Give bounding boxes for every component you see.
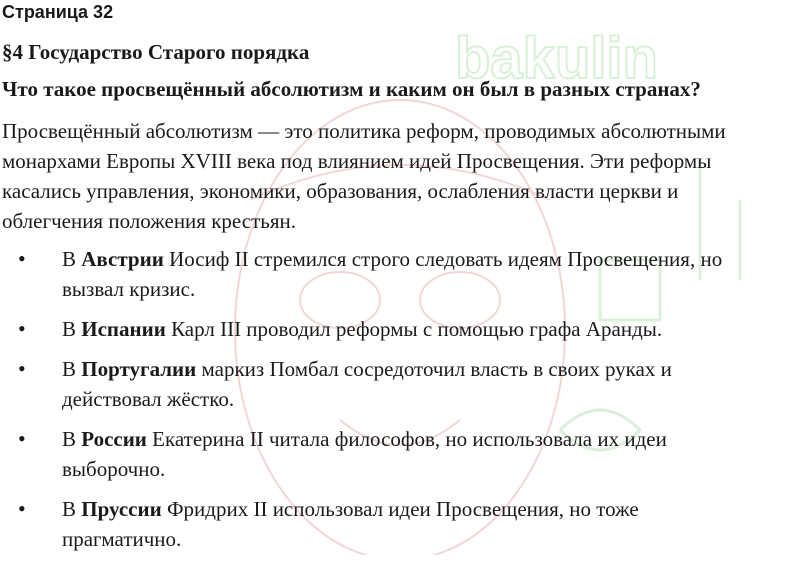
list-item-prefix: В (62, 497, 82, 521)
country-list (0, 244, 800, 564)
country-name: Португалии (81, 357, 197, 381)
list-item-prefix: В (62, 357, 82, 381)
intro-line: Просвещённый абсолютизм — это политика реформ, проводимых абсолютными (2, 119, 726, 143)
list-item-line (62, 494, 800, 524)
list-item-line: вызвал кризис. (62, 277, 196, 301)
bullet-icon: • (18, 316, 26, 341)
bullet-icon: • (18, 246, 26, 271)
intro-line: облегчения положения крестьян. (2, 209, 296, 233)
list-item-line: прагматично. (62, 527, 182, 551)
list-item (0, 354, 800, 414)
page-number-label: Страница 32 (2, 2, 114, 22)
country-name: Австрии (81, 247, 164, 271)
country-name: Пруссии (81, 497, 162, 521)
bullet-icon: • (18, 426, 26, 451)
list-item (0, 314, 800, 344)
list-item-text: Карл III проводил реформы с помощью графа Аранды. (165, 317, 663, 341)
list-item-line: выборочно. (62, 457, 166, 481)
list-item-text: Иосиф II стремился строго следовать идеям Просвещения, но (163, 247, 723, 271)
list-item-text: маркиз Помбал сосредоточил власть в своих руках и (196, 357, 672, 381)
section-title: §4 Государство Старого порядка (2, 40, 310, 64)
bullet-icon: • (18, 496, 26, 521)
intro-line: монархами Европы XVIII века под влиянием идей Просвещения. Эти реформы (2, 149, 712, 173)
list-item-text: Екатерина II читала философов, но использовала их идеи (146, 427, 667, 451)
country-name: Испании (81, 317, 166, 341)
bullet-icon: • (18, 356, 26, 381)
intro-line: касались управления, экономики, образования, ослабления власти церкви и (2, 179, 679, 203)
list-item-text: Фридрих II использовал идеи Просвещения, но тоже (161, 497, 639, 521)
list-item-line: действовал жёстко. (62, 387, 235, 411)
country-name: России (81, 427, 147, 451)
list-item (0, 244, 800, 304)
watermark-text: bakulin (455, 26, 659, 91)
intro-paragraph (2, 116, 798, 236)
list-item (0, 424, 800, 484)
list-item-line (62, 314, 800, 344)
list-item-line (62, 424, 800, 454)
list-item-prefix: В (62, 317, 82, 341)
question-heading: Что такое просвещённый абсолютизм и каким он был в разных странах? (2, 77, 701, 101)
list-item-line (62, 244, 800, 274)
list-item (0, 494, 800, 554)
list-item-line (62, 354, 800, 384)
list-item-prefix: В (62, 427, 82, 451)
list-item-prefix: В (62, 247, 82, 271)
